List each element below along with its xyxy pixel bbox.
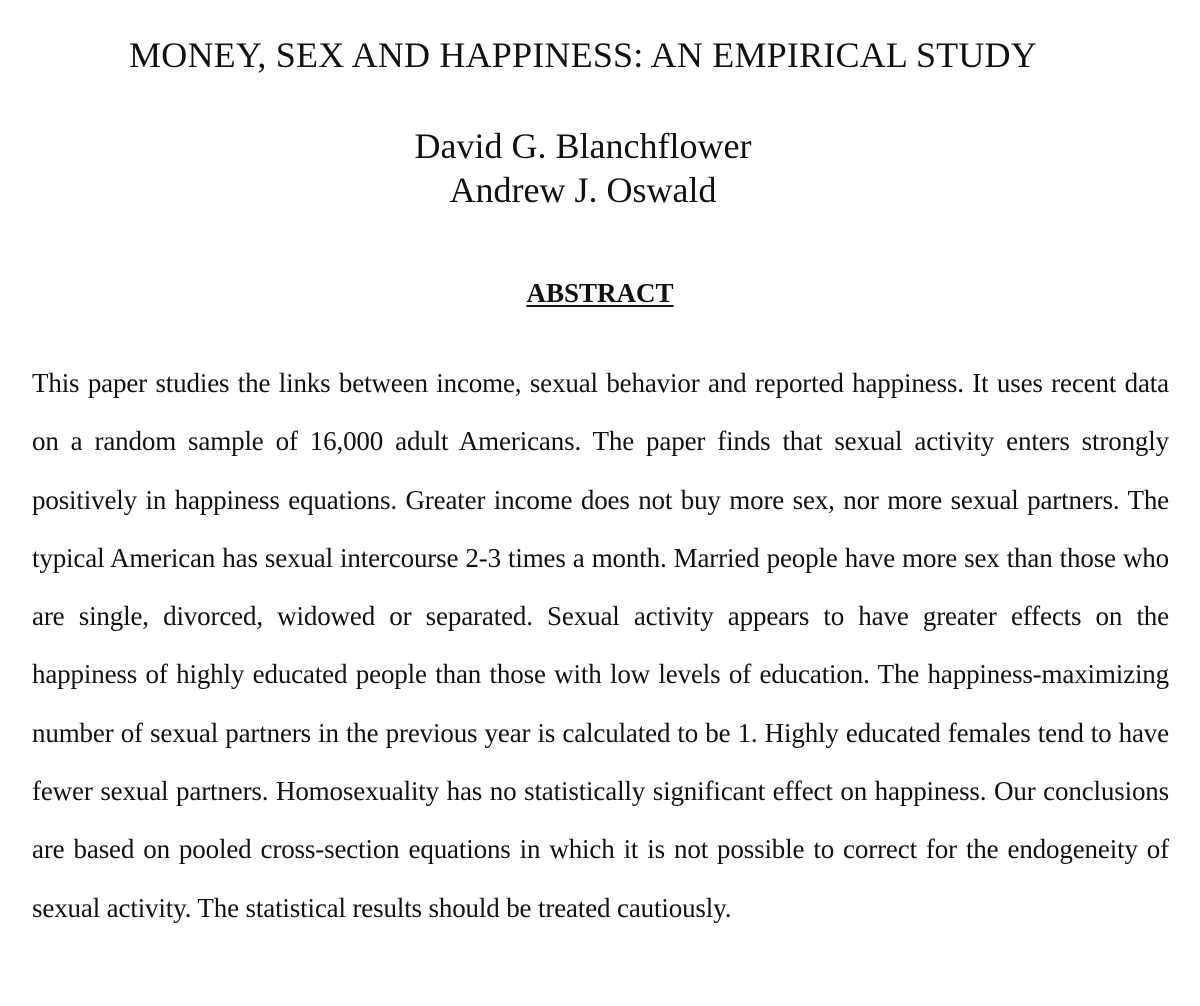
author-name: David G. Blanchflower [414,126,752,166]
author-list [0,124,1166,212]
abstract-heading [0,276,1200,310]
abstract-heading-label: ABSTRACT [526,278,674,308]
author-name: Andrew J. Oswald [449,170,717,210]
abstract-text: This paper studies the links between income, sexual behavior and reported happiness. It uses recent data on a random sample of 16,000 adult Americans. The paper finds that sexual activity enters strongly positively in happiness equations. Greater income does not buy more sex, nor more sexual partners. The typical American has sexual intercourse 2-3 times a month. Married people have more sex than those who are single, divorced, widowed or separated. Sexual activity appears to have greater effects on the happiness of highly educated people than those with low levels of education. The happiness-maximizing number of sexual partners in the previous year is calculated to be 1. Highly educated females tend to have fewer sexual partners. Homosexuality has no statistically significant effect on happiness. Our conclusions are based on pooled cross-section equations in which it is not possible to correct for the endogeneity of sexual activity. The statistical results should be treated cautiously. [32,368,1169,923]
paper-title: MONEY, SEX AND HAPPINESS: AN EMPIRICAL STUDY [129,35,1037,75]
